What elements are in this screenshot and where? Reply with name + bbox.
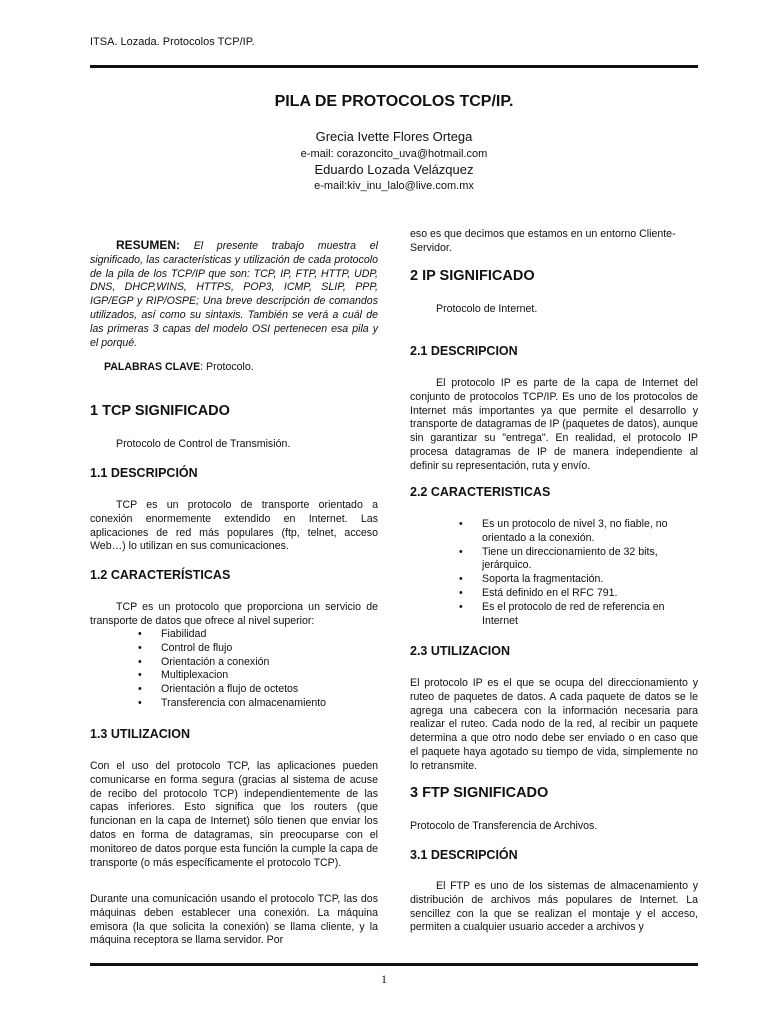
list-item: • Es el protocolo de red de referencia en Internet (482, 601, 698, 629)
list-item: • Soporta la fragmentación. (482, 573, 698, 587)
list-item: • Tiene un direccionamiento de 32 bits, jerárquico. (482, 546, 698, 574)
running-header: ITSA. Lozada. Protocolos TCP/IP. (90, 36, 255, 48)
section-1-3-paragraph-1: Con el uso del protocolo TCP, las aplicaciones pueden comunicarse en forma segura (gracias al sistema de acuse de recibo del protocolo TCP) independientemente de las capas inferiores. Esto significa que los routers (que funcionan en la capa de Internet) sólo tienen que enviar los datos en forma de datagramas, sin preocuparse con el monitoreo de datos porque esta función la cumple la capa de transporte (o más específicamente el protocolo TCP). (90, 760, 378, 869)
author-name-1: Grecia Ivette Flores Ortega (315, 129, 473, 144)
list-item: • Es un protocolo de nivel 3, no fiable, no orientado a la conexión. (482, 518, 698, 546)
keywords-label: PALABRAS CLAVE (104, 361, 201, 373)
section-heading-2-1: 2.1 DESCRIPCION (410, 344, 518, 358)
list-item: • Transferencia con almacenamiento (161, 697, 378, 711)
list-item: • Fiabilidad (161, 628, 378, 642)
section-2-3-paragraph: El protocolo IP es el que se ocupa del direccionamiento y ruteo de paquetes de datos. A cada paquete de datos se le agrega una cabecera con la información necesaria para realizar el ruteo. Cada nodo de la red, al recibir un paquete determina a que otro nodo debe ser enviado o en caso que el paquete haya agotado su tiempo de vida, simplemente no lo retransmite. (410, 677, 698, 772)
section-heading-2-3: 2.3 UTILIZACION (410, 644, 511, 658)
header-rule (90, 65, 698, 68)
abstract-text: El presente trabajo muestra el significado, las características y utilización de cada protocolo de la pila de los TCP/IP que son: TCP, IP, FTP, HTTP, UDP, DNS, DHCP,WINS, HTTPS, POP3, ICMP, SLIP, PPP, IGP/EGP y RIP/OSPE; Una breve descripción de comandos utilizados, así como su sintaxis. También se verá a cuál de las primeras 3 capas del modelo OSI pertenecen esa pila y el porqué. (90, 240, 378, 349)
section-heading-1-1: 1.1 DESCRIPCIÓN (90, 466, 198, 480)
section-3-meaning: Protocolo de Transferencia de Archivos. (410, 820, 598, 832)
section-3-1-paragraph: El FTP es uno de los sistemas de almacenamiento y distribución de archivos más populares de Internet. La sencillez con la que se realizan el montaje y el acceso, permiten a cualquier usuario acceder a archivos y (410, 880, 698, 934)
section-1-2-intro: TCP es un protocolo que proporciona un servicio de transporte de datos que ofrece al nivel superior: (90, 601, 378, 627)
list-item: • Multiplexacion (161, 669, 378, 683)
keywords-value: : Protocolo. (200, 361, 254, 373)
author-email-2: e-mail:kiv_inu_lalo@live.com.mx (314, 180, 474, 192)
keywords (90, 361, 378, 375)
section-heading-1: 1 TCP SIGNIFICADO (90, 403, 230, 419)
tcp-features-list (90, 628, 378, 711)
section-heading-2: 2 IP SIGNIFICADO (410, 268, 535, 284)
author-name-2: Eduardo Lozada Velázquez (314, 162, 474, 177)
list-item: • Está definido en el RFC 791. (482, 587, 698, 601)
section-heading-1-2: 1.2 CARACTERÍSTICAS (90, 568, 231, 582)
section-heading-2-2: 2.2 CARACTERISTICAS (410, 485, 551, 499)
section-1-3-paragraph-2: Durante una comunicación usando el protocolo TCP, las dos máquinas deben establecer una conexión. La máquina emisora (la que solicita la conexión) se llama cliente, y la máquina receptora se llama servidor. Por (90, 893, 378, 947)
section-2-1-paragraph: El protocolo IP es parte de la capa de Internet del conjunto de protocolos TCP/IP. Es uno de los protocolos de Internet más importantes ya que permite el desarrollo y transporte de datagramas de IP (paquetes de datos), aunque sin garantizar su "entrega". En realidad, el protocolo IP procesa datagramas de IP de manera independiente al definir su representación, ruta y envío. (410, 377, 698, 472)
abstract (90, 239, 378, 350)
continued-paragraph: eso es que decimos que estamos en un entorno Cliente-Servidor. (410, 228, 676, 254)
paper-title: PILA DE PROTOCOLOS TCP/IP. (274, 93, 514, 110)
section-1-1-paragraph: TCP es un protocolo de transporte orientado a conexión enormemente extendido en Internet. Las aplicaciones de red más populares (ftp, telnet, acceso Web…) lo utilizan en sus comunicaciones. (90, 499, 378, 553)
list-item: • Orientación a flujo de octetos (161, 683, 378, 697)
abstract-label: RESUMEN: (116, 238, 181, 252)
author-email-1: e-mail: corazoncito_uva@hotmail.com (300, 148, 488, 160)
section-heading-3: 3 FTP SIGNIFICADO (410, 785, 549, 801)
footer-rule (90, 963, 698, 966)
section-2-meaning: Protocolo de Internet. (436, 303, 538, 315)
section-heading-1-3: 1.3 UTILIZACION (90, 727, 191, 741)
ip-features-list (410, 518, 698, 628)
list-item: • Orientación a conexión (161, 656, 378, 670)
page-number: 1 (381, 972, 387, 986)
section-1-meaning: Protocolo de Control de Transmisión. (116, 438, 291, 450)
list-item: • Control de flujo (161, 642, 378, 656)
section-heading-3-1: 3.1 DESCRIPCIÓN (410, 848, 518, 862)
